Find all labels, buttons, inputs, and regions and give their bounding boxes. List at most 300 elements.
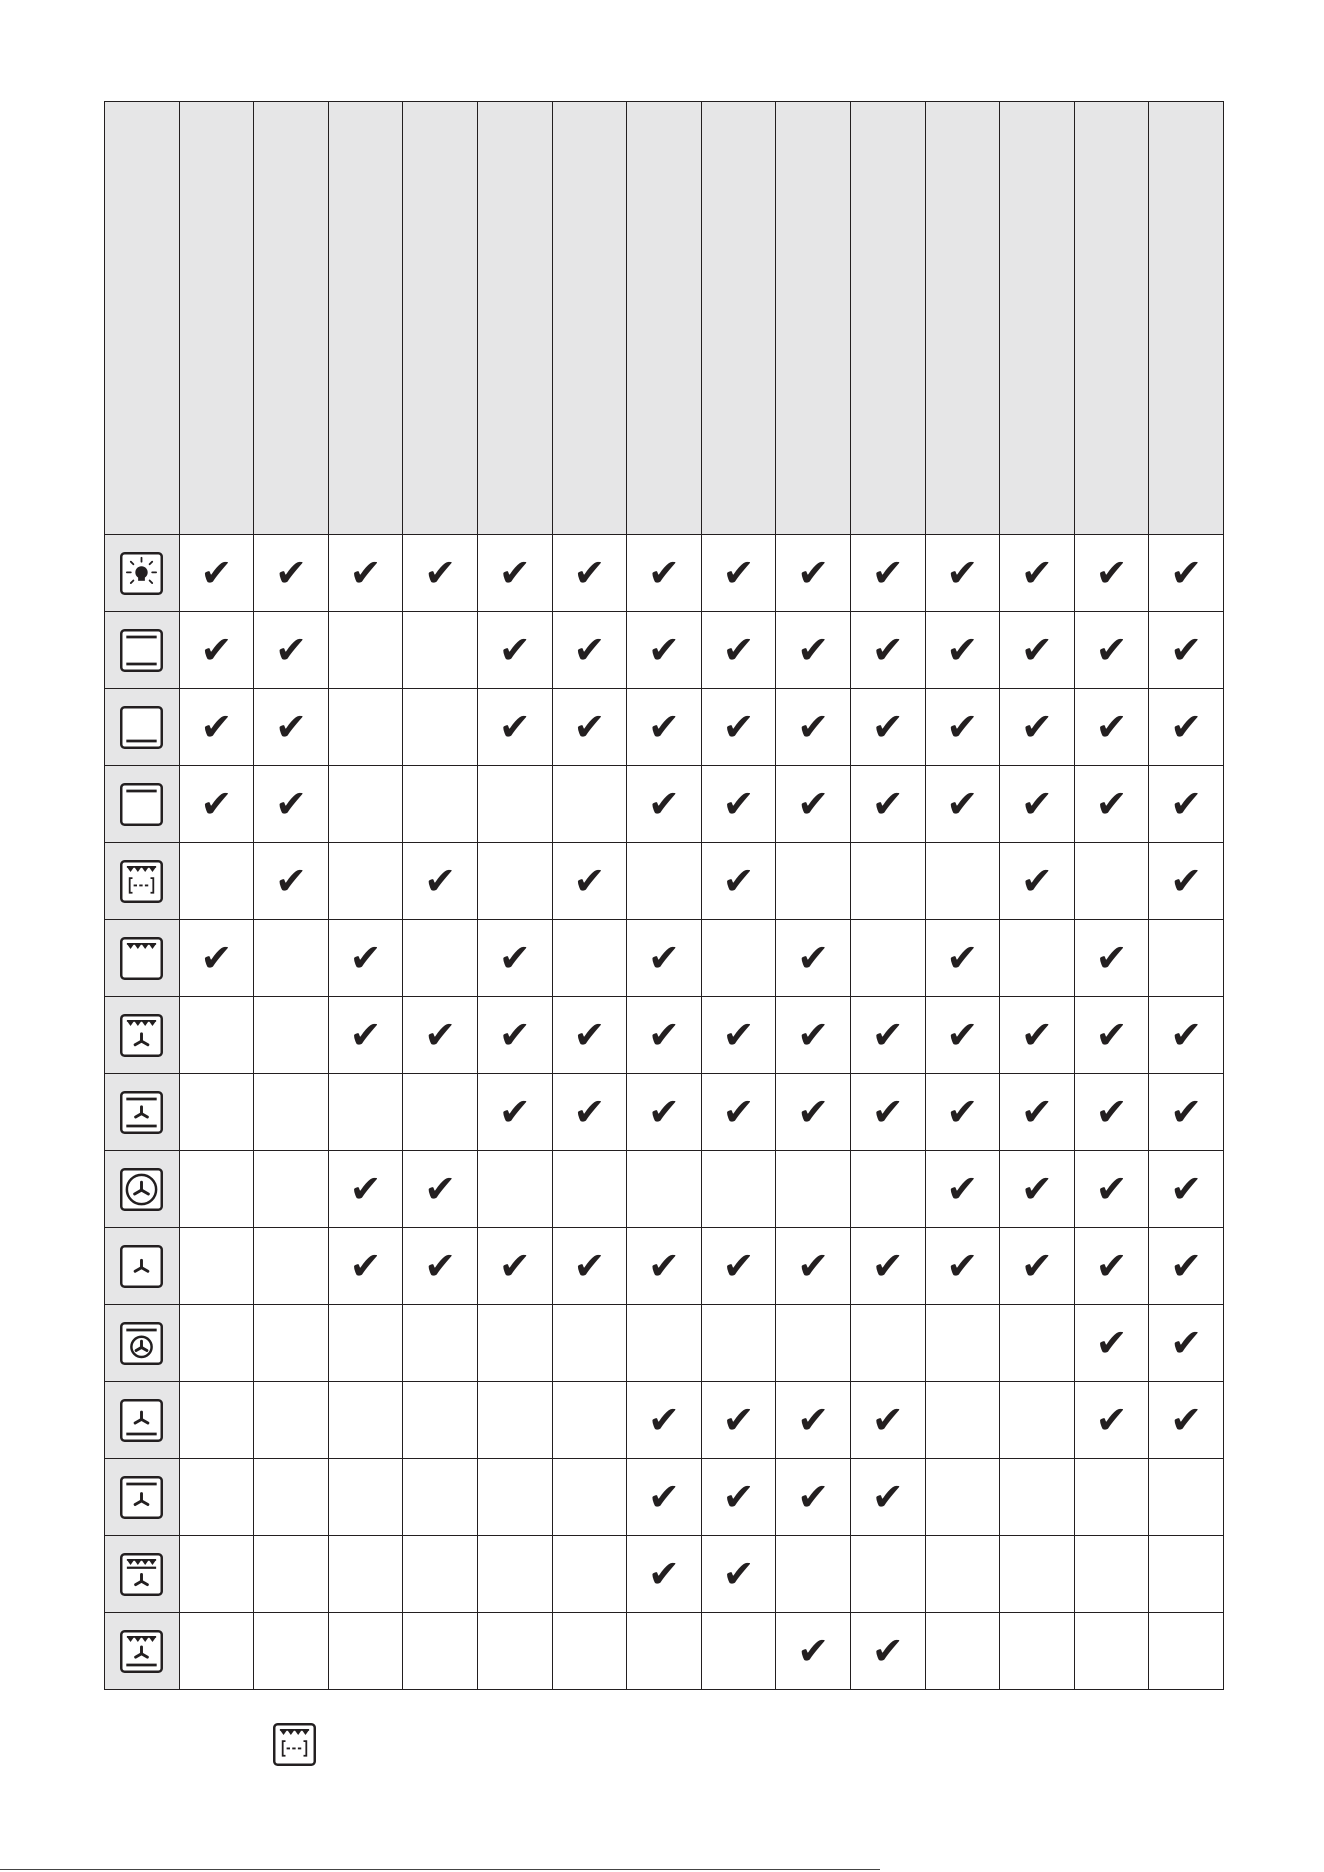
check-mark: ✔ (648, 628, 680, 672)
table-cell (403, 1151, 478, 1228)
table-cell (403, 1536, 478, 1613)
table-row (105, 1613, 1224, 1690)
function-icon-cell (105, 1151, 180, 1228)
table-cell (328, 1459, 403, 1536)
table-cell (701, 1151, 776, 1228)
table-cell (403, 1613, 478, 1690)
check-mark: ✔ (871, 551, 904, 595)
table-cell (254, 1074, 329, 1151)
table-cell (403, 535, 478, 612)
table-cell (254, 1536, 329, 1613)
table-cell (477, 1228, 552, 1305)
table-cell (552, 1382, 627, 1459)
table-cell (850, 997, 925, 1074)
table-cell (776, 1305, 851, 1382)
table-cell (701, 1305, 776, 1382)
header-cell (254, 102, 329, 535)
check-mark: ✔ (871, 628, 904, 672)
table-cell (925, 843, 1000, 920)
check-mark: ✔ (349, 1013, 382, 1057)
table-cell (1149, 920, 1224, 997)
table-cell (776, 689, 851, 766)
table-cell (776, 1459, 851, 1536)
top-heat-fan-icon (119, 1475, 164, 1520)
top-bottom-heat-fan-icon (119, 1090, 164, 1135)
check-mark: ✔ (1170, 1090, 1203, 1134)
table-cell (701, 535, 776, 612)
table-cell (1149, 1536, 1224, 1613)
table-cell (1149, 1305, 1224, 1382)
table-cell (776, 612, 851, 689)
table-cell (776, 766, 851, 843)
table-row (105, 1459, 1224, 1536)
table-cell (254, 1459, 329, 1536)
check-mark: ✔ (722, 1244, 755, 1288)
table-row (105, 1151, 1224, 1228)
table-cell (850, 766, 925, 843)
table-cell (328, 920, 403, 997)
check-mark: ✔ (498, 1244, 531, 1288)
table-cell (179, 1536, 254, 1613)
table-cell (477, 1074, 552, 1151)
table-cell (1074, 535, 1149, 612)
check-mark: ✔ (648, 1013, 680, 1057)
table-cell (776, 1536, 851, 1613)
table-cell (477, 1613, 552, 1690)
function-icon-cell (105, 689, 180, 766)
check-mark: ✔ (946, 1013, 979, 1057)
check-mark: ✔ (1021, 1167, 1053, 1211)
table-cell (552, 1613, 627, 1690)
table-cell (552, 612, 627, 689)
check-mark: ✔ (1095, 1013, 1128, 1057)
table-cell (552, 997, 627, 1074)
check-mark: ✔ (275, 705, 307, 749)
check-mark: ✔ (1170, 1013, 1203, 1057)
check-mark: ✔ (498, 628, 531, 672)
check-mark: ✔ (1095, 1244, 1128, 1288)
check-mark: ✔ (573, 1244, 606, 1288)
table-cell (254, 766, 329, 843)
check-mark: ✔ (424, 551, 457, 595)
table-cell (776, 1074, 851, 1151)
table-cell (776, 535, 851, 612)
table-cell (1074, 920, 1149, 997)
check-mark: ✔ (946, 1167, 979, 1211)
table-cell (1074, 1613, 1149, 1690)
check-mark: ✔ (722, 1013, 755, 1057)
table-cell (403, 1459, 478, 1536)
table-cell (254, 535, 329, 612)
table-cell (627, 1382, 702, 1459)
table-cell (776, 1613, 851, 1690)
table-row (105, 1536, 1224, 1613)
check-mark: ✔ (946, 782, 979, 826)
table-cell (925, 1382, 1000, 1459)
table-cell (254, 612, 329, 689)
check-mark: ✔ (797, 1013, 830, 1057)
check-mark: ✔ (498, 705, 531, 749)
check-mark: ✔ (275, 551, 307, 595)
table-cell (477, 766, 552, 843)
check-mark: ✔ (275, 628, 307, 672)
check-mark: ✔ (797, 551, 830, 595)
table-row (105, 1382, 1224, 1459)
table-cell (179, 1074, 254, 1151)
table-cell (552, 920, 627, 997)
check-mark: ✔ (1170, 1398, 1203, 1442)
function-icon-cell (105, 1305, 180, 1382)
check-mark: ✔ (275, 859, 307, 903)
check-mark: ✔ (648, 705, 680, 749)
table-cell (925, 1074, 1000, 1151)
check-mark: ✔ (1095, 782, 1128, 826)
check-mark: ✔ (200, 551, 233, 595)
table-row (105, 612, 1224, 689)
check-mark: ✔ (1021, 1090, 1053, 1134)
ring-fan-top-heat-icon (119, 1321, 164, 1366)
check-mark: ✔ (1021, 1013, 1053, 1057)
check-mark: ✔ (871, 1090, 904, 1134)
table-cell (850, 920, 925, 997)
table-cell (1000, 1459, 1075, 1536)
check-mark: ✔ (200, 628, 233, 672)
table-cell (254, 1151, 329, 1228)
table-cell (403, 612, 478, 689)
table-cell (328, 1074, 403, 1151)
table-cell (1000, 1228, 1075, 1305)
check-mark: ✔ (349, 1167, 382, 1211)
check-mark: ✔ (1095, 551, 1128, 595)
header-cell (179, 102, 254, 535)
table-cell (627, 920, 702, 997)
table-cell (1000, 1305, 1075, 1382)
table-cell (1149, 535, 1224, 612)
check-mark: ✔ (1095, 936, 1128, 980)
check-mark: ✔ (722, 859, 755, 903)
table-cell (701, 843, 776, 920)
table-cell (552, 1536, 627, 1613)
table-cell (1149, 766, 1224, 843)
table-cell (1149, 997, 1224, 1074)
table-cell (1000, 997, 1075, 1074)
table-cell (403, 1228, 478, 1305)
check-mark: ✔ (1170, 551, 1203, 595)
table-cell (701, 1074, 776, 1151)
table-cell (850, 612, 925, 689)
table-cell (701, 1536, 776, 1613)
check-mark: ✔ (722, 628, 755, 672)
check-mark: ✔ (871, 1013, 904, 1057)
check-mark: ✔ (722, 551, 755, 595)
table-cell (925, 766, 1000, 843)
table-cell (1000, 920, 1075, 997)
table-cell (477, 1382, 552, 1459)
check-mark: ✔ (1095, 1321, 1128, 1365)
table-cell (850, 1459, 925, 1536)
table-cell (1000, 843, 1075, 920)
table-cell (776, 1228, 851, 1305)
check-mark: ✔ (424, 859, 457, 903)
table-cell (254, 997, 329, 1074)
table-cell (477, 1305, 552, 1382)
grill-top-heat-fan-icon (119, 1552, 164, 1597)
table-cell (701, 1459, 776, 1536)
table-cell (1000, 689, 1075, 766)
table-cell (328, 766, 403, 843)
table-cell (850, 1151, 925, 1228)
table-cell (627, 997, 702, 1074)
header-cell (1149, 102, 1224, 535)
check-mark: ✔ (722, 1475, 755, 1519)
check-mark: ✔ (498, 936, 531, 980)
oven-lamp-icon (119, 551, 164, 596)
check-mark: ✔ (797, 1475, 830, 1519)
table-cell (403, 1382, 478, 1459)
check-mark: ✔ (573, 1013, 606, 1057)
table-cell (477, 1151, 552, 1228)
table-cell (701, 997, 776, 1074)
check-mark: ✔ (1170, 1167, 1203, 1211)
check-mark: ✔ (1021, 859, 1053, 903)
table-cell (552, 1228, 627, 1305)
table-cell (776, 920, 851, 997)
check-mark: ✔ (946, 936, 979, 980)
table-cell (627, 689, 702, 766)
table-row (105, 1074, 1224, 1151)
header-cell (1074, 102, 1149, 535)
ring-heater-fan-icon (119, 1167, 164, 1212)
table-cell (477, 1536, 552, 1613)
oven-function-table (104, 101, 1224, 1690)
function-icon-cell (105, 1074, 180, 1151)
check-mark: ✔ (200, 936, 233, 980)
table-cell (627, 1305, 702, 1382)
table-cell (328, 1228, 403, 1305)
table-cell (254, 1305, 329, 1382)
check-mark: ✔ (797, 1244, 830, 1288)
table-cell (328, 1382, 403, 1459)
table-cell (254, 1228, 329, 1305)
check-mark: ✔ (722, 1090, 755, 1134)
table-cell (1149, 612, 1224, 689)
check-mark: ✔ (797, 628, 830, 672)
table-row (105, 997, 1224, 1074)
wide-grill-icon (119, 859, 164, 904)
check-mark: ✔ (1021, 551, 1053, 595)
check-mark: ✔ (573, 859, 606, 903)
table-cell (552, 689, 627, 766)
check-mark: ✔ (797, 1398, 830, 1442)
table-cell (925, 1305, 1000, 1382)
check-mark: ✔ (1095, 705, 1128, 749)
function-icon-cell (105, 1382, 180, 1459)
check-mark: ✔ (573, 628, 606, 672)
table-cell (179, 766, 254, 843)
check-mark: ✔ (1021, 705, 1053, 749)
check-mark: ✔ (349, 551, 382, 595)
table-cell (179, 920, 254, 997)
header-cell (701, 102, 776, 535)
table-cell (328, 535, 403, 612)
table-cell (179, 843, 254, 920)
table-cell (850, 1074, 925, 1151)
table-cell (850, 1305, 925, 1382)
check-mark: ✔ (648, 1475, 680, 1519)
bottom-heat-icon (119, 705, 164, 750)
table-cell (179, 612, 254, 689)
table-cell (925, 612, 1000, 689)
header-cell (477, 102, 552, 535)
table-cell (850, 1228, 925, 1305)
table-cell (477, 1459, 552, 1536)
function-icon-cell (105, 843, 180, 920)
header-cell (627, 102, 702, 535)
check-mark: ✔ (797, 782, 830, 826)
table-cell (1074, 1459, 1149, 1536)
table-cell (254, 843, 329, 920)
check-mark: ✔ (797, 1629, 830, 1673)
table-cell (552, 1151, 627, 1228)
table-cell (1074, 843, 1149, 920)
header-row (105, 102, 1224, 535)
table-cell (254, 689, 329, 766)
check-mark: ✔ (946, 1090, 979, 1134)
table-cell (850, 535, 925, 612)
check-mark: ✔ (1170, 859, 1203, 903)
table-cell (1149, 1382, 1224, 1459)
table-cell (1149, 1228, 1224, 1305)
table-cell (925, 1613, 1000, 1690)
check-mark: ✔ (648, 782, 680, 826)
table-row (105, 766, 1224, 843)
table-cell (179, 997, 254, 1074)
table-cell (925, 997, 1000, 1074)
header-corner-cell (105, 102, 180, 535)
check-mark: ✔ (1095, 1090, 1128, 1134)
header-cell (850, 102, 925, 535)
table-cell (403, 997, 478, 1074)
table-cell (328, 1151, 403, 1228)
check-mark: ✔ (722, 782, 755, 826)
table-cell (328, 843, 403, 920)
table-cell (179, 1151, 254, 1228)
table-cell (1074, 1151, 1149, 1228)
function-icon-cell (105, 766, 180, 843)
table-cell (1000, 612, 1075, 689)
function-icon-cell (105, 1228, 180, 1305)
table-cell (701, 920, 776, 997)
table-cell (1074, 1536, 1149, 1613)
table-cell (850, 1536, 925, 1613)
top-heat-icon (119, 782, 164, 827)
check-mark: ✔ (1170, 705, 1203, 749)
table-cell (850, 1382, 925, 1459)
table-cell (403, 843, 478, 920)
function-icon-cell (105, 920, 180, 997)
grill-icon (119, 936, 164, 981)
check-mark: ✔ (1170, 628, 1203, 672)
table-cell (179, 1459, 254, 1536)
table-cell (254, 1382, 329, 1459)
check-mark: ✔ (871, 1475, 904, 1519)
table-cell (627, 612, 702, 689)
table-cell (627, 1459, 702, 1536)
check-mark: ✔ (722, 705, 755, 749)
table-cell (701, 766, 776, 843)
table-row (105, 535, 1224, 612)
table-cell (477, 689, 552, 766)
table-cell (1000, 1536, 1075, 1613)
table-cell (776, 1382, 851, 1459)
table-cell (1149, 843, 1224, 920)
table-cell (1074, 1382, 1149, 1459)
footer-rule (0, 1869, 880, 1870)
check-mark: ✔ (648, 1398, 680, 1442)
table-cell (1149, 1074, 1224, 1151)
check-mark: ✔ (946, 551, 979, 595)
table-cell (1074, 766, 1149, 843)
legend-wide-grill-icon (272, 1722, 317, 1767)
check-mark: ✔ (722, 1398, 755, 1442)
function-icon-cell (105, 535, 180, 612)
table-cell (179, 1228, 254, 1305)
table-cell (179, 1305, 254, 1382)
table-cell (179, 1382, 254, 1459)
table-cell (701, 612, 776, 689)
check-mark: ✔ (200, 705, 233, 749)
check-mark: ✔ (498, 1090, 531, 1134)
check-mark: ✔ (1095, 1167, 1128, 1211)
check-mark: ✔ (648, 1090, 680, 1134)
table-cell (925, 920, 1000, 997)
check-mark: ✔ (946, 628, 979, 672)
check-mark: ✔ (1021, 782, 1053, 826)
table-cell (179, 1613, 254, 1690)
function-icon-cell (105, 612, 180, 689)
top-bottom-heat-icon (119, 628, 164, 673)
table-cell (477, 997, 552, 1074)
check-mark: ✔ (797, 705, 830, 749)
header-cell (552, 102, 627, 535)
table-cell (179, 689, 254, 766)
check-mark: ✔ (275, 782, 307, 826)
check-mark: ✔ (1170, 1244, 1203, 1288)
table-cell (1149, 1151, 1224, 1228)
table-cell (1000, 1074, 1075, 1151)
fan-icon (119, 1244, 164, 1289)
table-cell (850, 1613, 925, 1690)
table-cell (850, 843, 925, 920)
table-cell (477, 612, 552, 689)
table-cell (627, 766, 702, 843)
table-cell (403, 766, 478, 843)
check-mark: ✔ (200, 782, 233, 826)
check-mark: ✔ (871, 1398, 904, 1442)
table-cell (477, 535, 552, 612)
table-cell (403, 689, 478, 766)
table-cell (1074, 997, 1149, 1074)
check-mark: ✔ (797, 1090, 830, 1134)
table-cell (1074, 612, 1149, 689)
table-cell (254, 920, 329, 997)
check-mark: ✔ (424, 1167, 457, 1211)
table-cell (627, 1151, 702, 1228)
function-icon-cell (105, 1536, 180, 1613)
check-mark: ✔ (424, 1244, 457, 1288)
table-cell (1149, 1459, 1224, 1536)
table-row (105, 1228, 1224, 1305)
